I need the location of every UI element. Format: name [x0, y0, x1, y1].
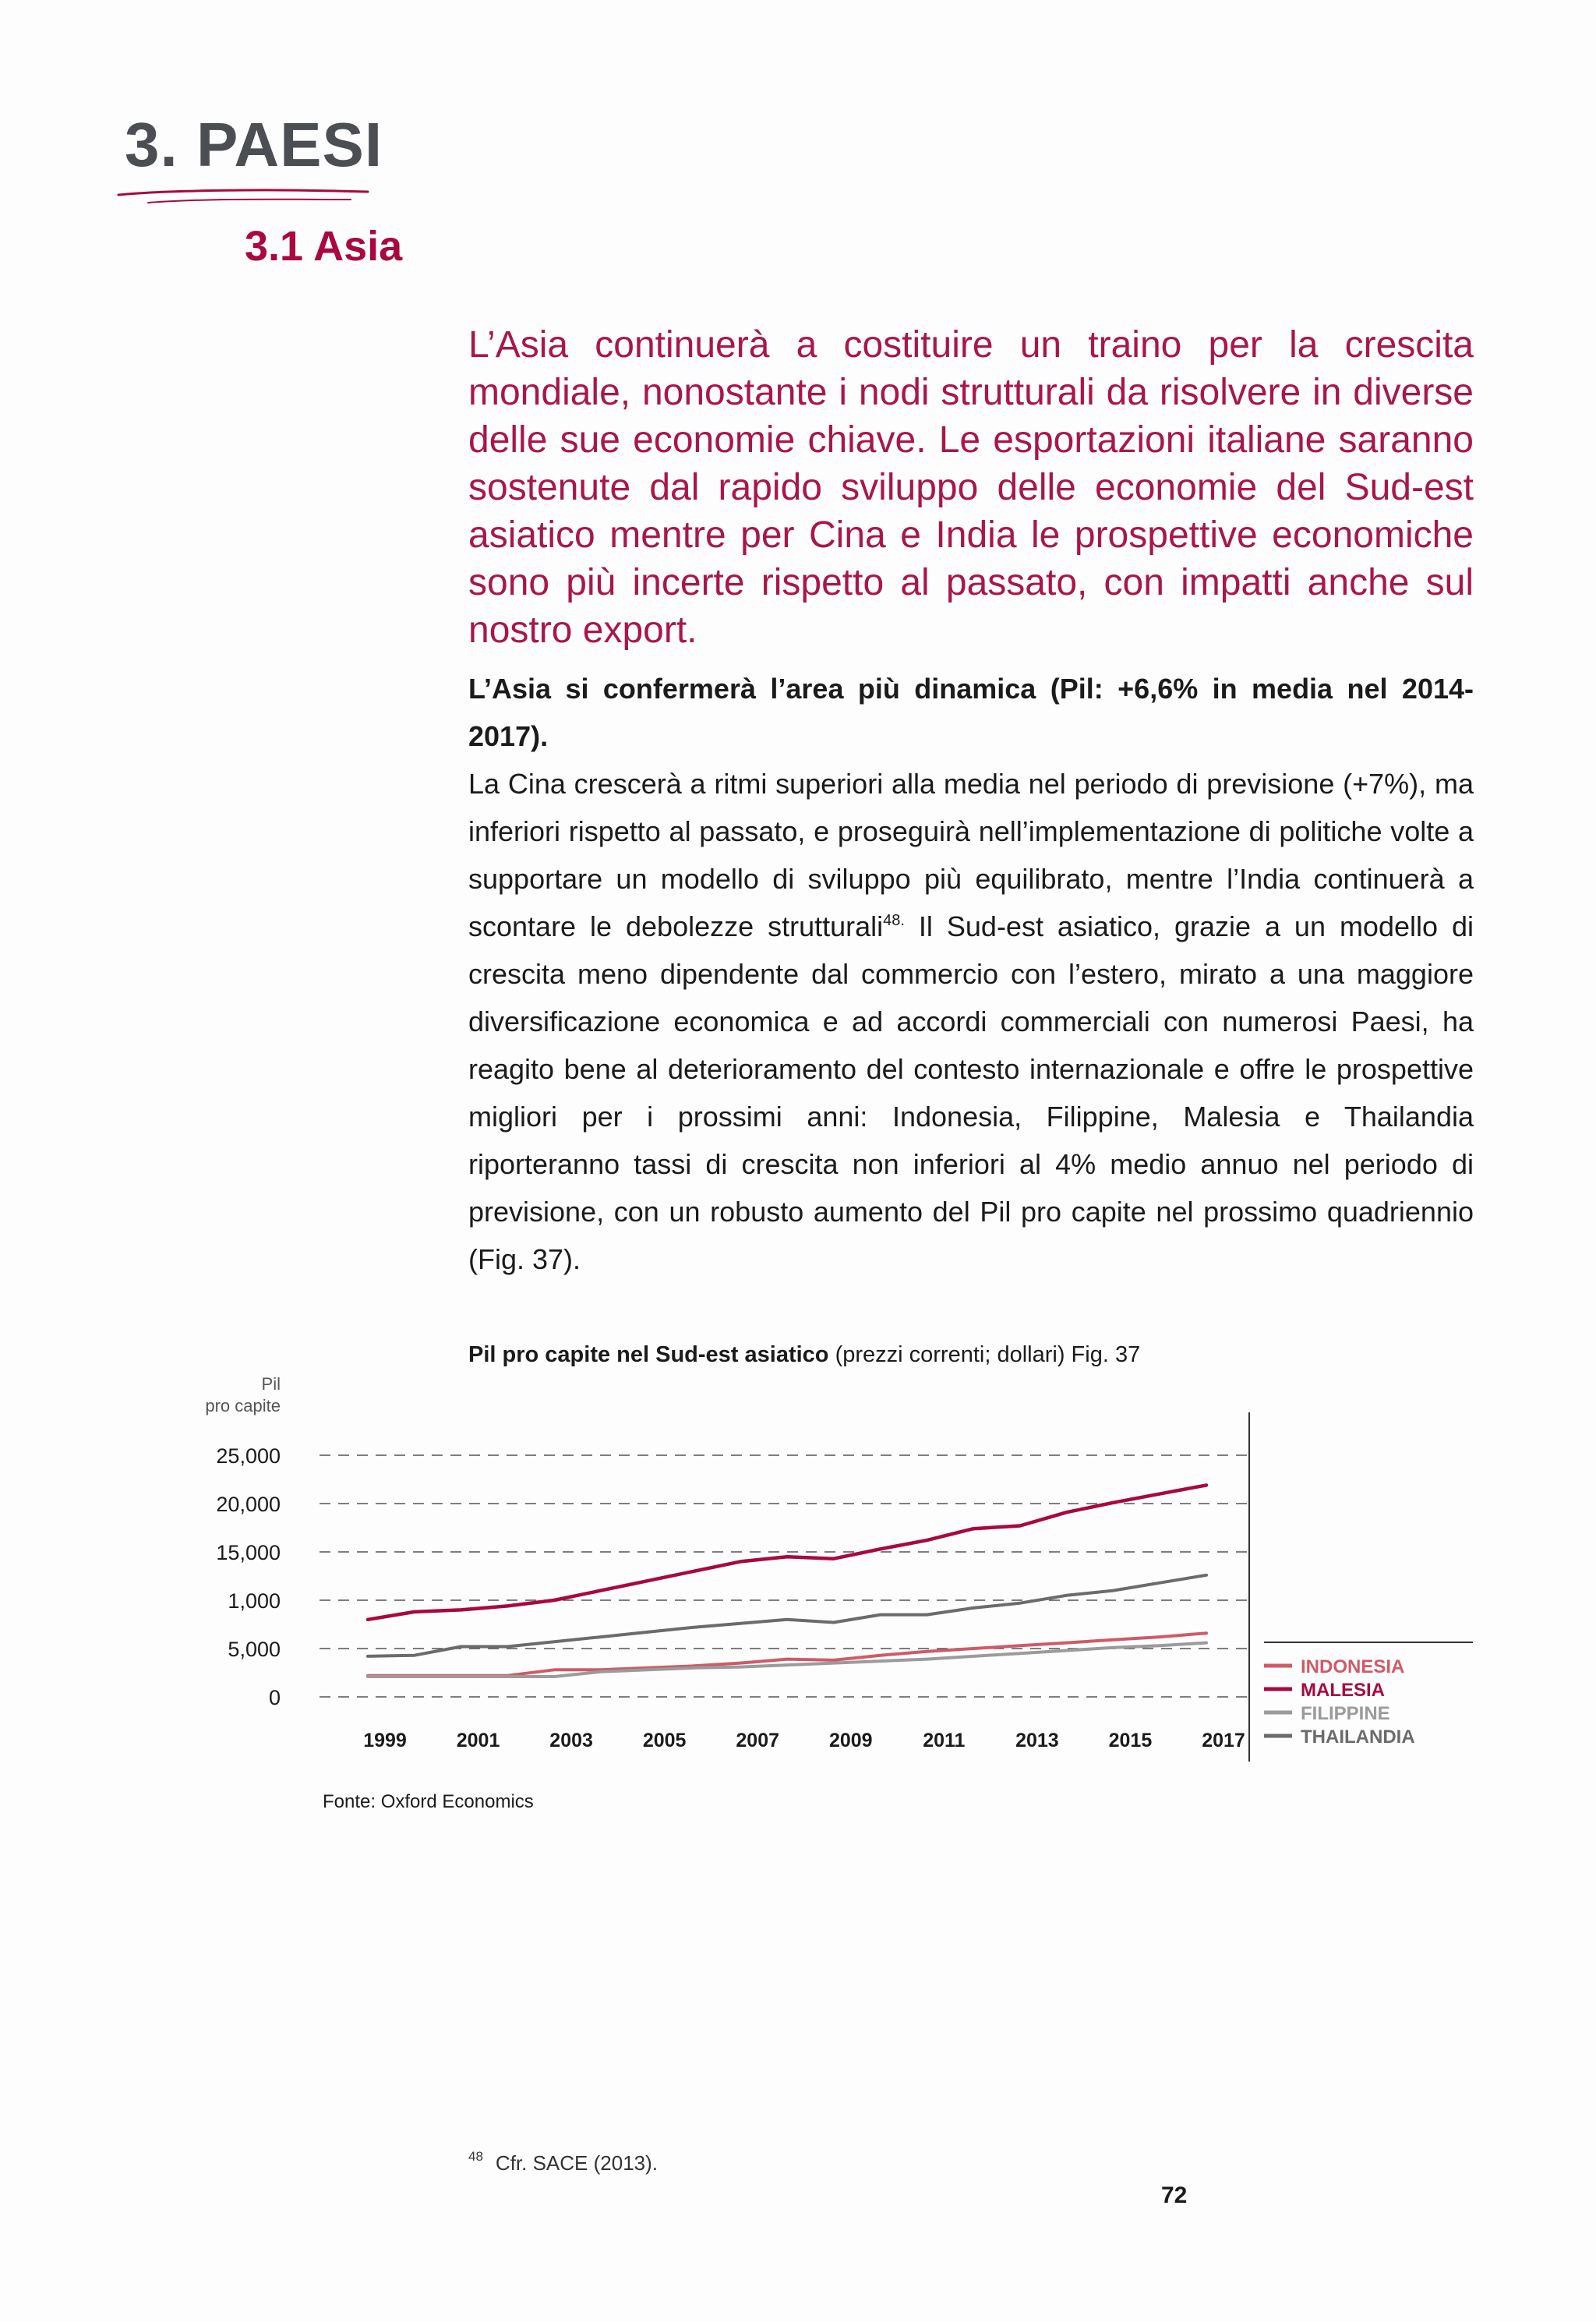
chart-series [368, 1485, 1206, 1677]
body-lead: L’Asia si confermerà l’area più dinamica (Pil: +6,6% in media nel 2014-2017). [468, 673, 1474, 752]
legend-label-thailandia: THAILANDIA [1301, 1726, 1415, 1748]
footnote-number: 48 [468, 2149, 483, 2164]
y-tick-label: 20,000 [216, 1493, 281, 1516]
page-number: 72 [1161, 2182, 1188, 2208]
body-text-2: Il Sud-est asiatico, grazie a un modello di crescita meno dipendente dal commercio con l’estero, mirato a una maggiore diversificazione economica e ad accordi commerciali con numerosi Paesi, ha reagito bene al deterioramento del contesto internazionale e offre le prospettive migliori per i prossimi anni: Indonesia, Filippine, Malesia e Thailandia riporteranno tassi di crescita non inferiori al 4% medio annuo nel periodo di previsione, con un robusto aumento del Pil pro capite nel prossimo quadriennio (Fig. 37). [468, 910, 1474, 1275]
x-tick-label: 2011 [923, 1730, 966, 1751]
series-line-thailandia [368, 1575, 1206, 1656]
x-tick-label: 2017 [1202, 1730, 1245, 1751]
legend-label-malesia: MALESIA [1301, 1680, 1385, 1701]
footnote [468, 2151, 658, 2175]
y-tick-label: 0 [268, 1686, 281, 1709]
body-text-1: La Cina crescerà a ritmi superiori alla media nel periodo di previsione (+7%), ma inferiori rispetto al passato, e proseguirà nell’implementazione di politiche volte a supportare un modello di sviluppo più equilibrato, mentre l’India continuerà a scontare le debolezze strutturali [468, 768, 1474, 942]
y-axis-label-line2: pro capite [205, 1396, 281, 1415]
series-line-indonesia [368, 1633, 1206, 1676]
y-tick-label: 25,000 [216, 1444, 281, 1468]
x-tick-label: 2001 [456, 1730, 500, 1751]
x-tick-label: 2005 [642, 1730, 687, 1751]
chart-source: Fonte: Oxford Economics [323, 1791, 534, 1812]
y-axis-ticks [216, 1444, 281, 1709]
x-tick-label: 2013 [1015, 1730, 1059, 1751]
footnote-ref[interactable]: 48. [883, 912, 905, 929]
footnote-text: Cfr. SACE (2013). [495, 2151, 658, 2175]
chapter-title: 3. PAESI [125, 110, 383, 179]
x-tick-label: 2009 [828, 1730, 873, 1751]
x-tick-label: 1999 [363, 1730, 407, 1751]
x-axis-ticks [363, 1730, 1245, 1751]
chart-subtitle: (prezzi correnti; dollari) Fig. 37 [835, 1342, 1141, 1367]
y-tick-label: 1,000 [228, 1589, 281, 1613]
y-axis-label-line1: Pil [261, 1374, 281, 1394]
intro-paragraph: L’Asia continuerà a costituire un traino per la crescita mondiale, nonostante i nodi strutturali da risolvere in diverse delle sue economie chiave. Le esportazioni italiane saranno sostenute dal rapido sviluppo delle economie del Sud-est asiatico mentre per Cina e India le prospettive economiche sono più incerte rispetto al passato, con impatti anche sul nostro export. [468, 324, 1474, 651]
x-tick-label: 2007 [736, 1730, 780, 1751]
section-title: 3.1 Asia [245, 223, 403, 270]
x-tick-label: 2003 [549, 1730, 593, 1751]
chart-legend [1264, 1656, 1415, 1748]
chart-title-main: Pil pro capite nel Sud-est asiatico [468, 1342, 829, 1367]
legend-label-indonesia: INDONESIA [1301, 1656, 1405, 1677]
x-tick-label: 2015 [1108, 1730, 1153, 1751]
y-tick-label: 15,000 [216, 1541, 281, 1564]
legend-label-filippine: FILIPPINE [1301, 1703, 1390, 1724]
y-tick-label: 5,000 [228, 1638, 281, 1661]
